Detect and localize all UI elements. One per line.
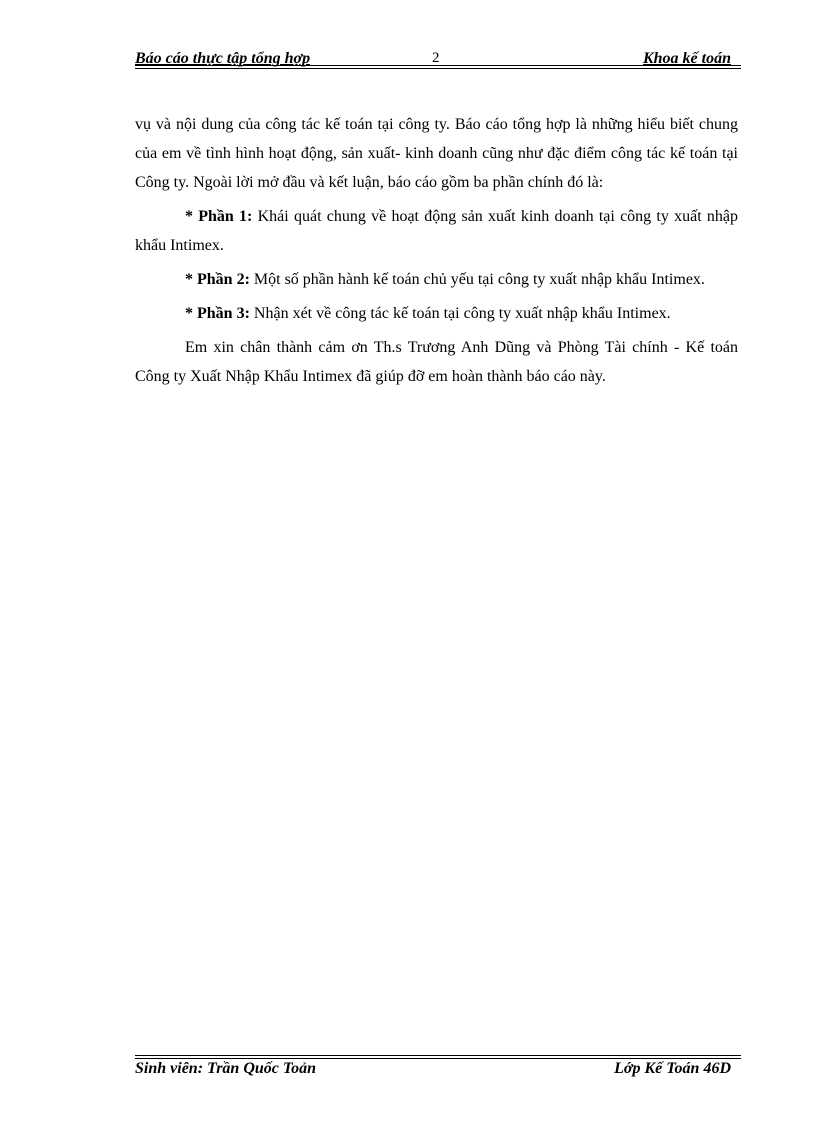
document-body (135, 110, 738, 396)
part-2-text: Một số phần hành kế toán chủ yếu tại công ty xuất nhập khẩu Intimex. (249, 271, 705, 288)
footer-class: Lớp Kế Toán 46D (614, 1060, 731, 1077)
footer-rule-top (135, 1055, 741, 1056)
header-report-title: Báo cáo thực tập tổng hợp (135, 50, 311, 67)
part-1-paragraph (135, 202, 738, 260)
part-3-paragraph (135, 299, 738, 328)
part-2-label: * Phần 2: (185, 271, 250, 288)
footer-rule-bottom (135, 1058, 741, 1059)
part-2-paragraph (135, 265, 738, 294)
page-footer (135, 1052, 741, 1078)
header-rule-top (135, 65, 741, 66)
header-page-number: 2 (432, 50, 440, 66)
part-3-text: Nhận xét về công tác kế toán tại công ty xuất nhập khẩu Intimex. (249, 305, 671, 322)
part-3-label: * Phần 3: (185, 305, 250, 322)
thanks-paragraph: Em xin chân thành cảm ơn Th.s Trương Anh Dũng và Phòng Tài chính - Kế toán Công ty Xuất Nhập Khẩu Intimex đã giúp đỡ em hoàn thành báo cáo này. (135, 339, 738, 385)
header-faculty: Khoa kế toán (642, 50, 731, 67)
part-1-text: Khái quát chung về hoạt động sản xuất kinh doanh tại công ty xuất nhập khẩu Intimex. (135, 208, 738, 254)
header-rule-bottom (135, 68, 741, 69)
intro-paragraph: vụ và nội dung của công tác kế toán tại công ty. Báo cáo tổng hợp là những hiểu biết chung của em về tình hình hoạt động, sản xuất- kinh doanh cũng như đặc điểm công tác kế toán tại Công ty. Ngoài lời mở đầu và kết luận, báo cáo gồm ba phần chính đó là: (135, 116, 738, 191)
page-header (135, 46, 741, 70)
part-1-label: * Phần 1: (185, 208, 253, 225)
footer-student: Sinh viên: Trần Quốc Toản (135, 1060, 317, 1077)
